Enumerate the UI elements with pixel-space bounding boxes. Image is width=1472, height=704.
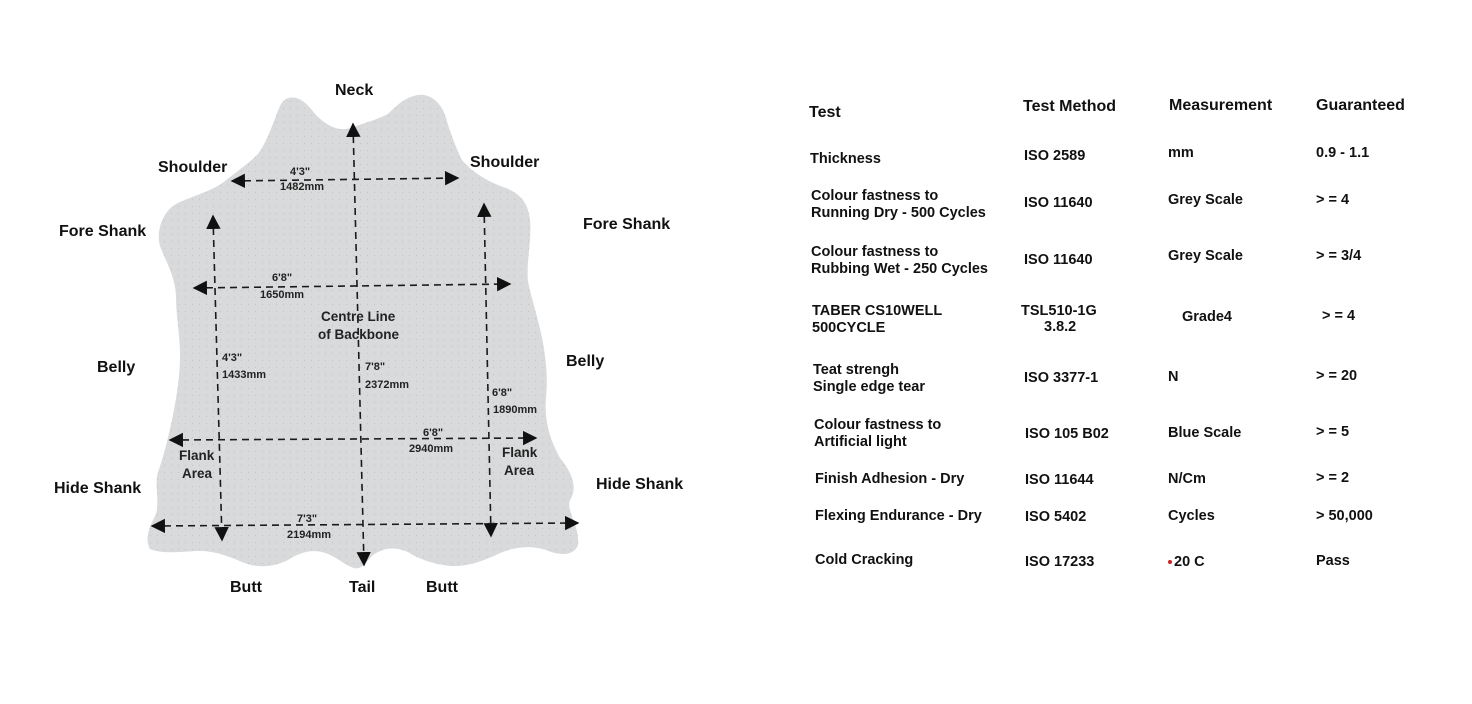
measure-right-metric: 1890mm: [493, 404, 538, 416]
row-cold-cracking-guaranteed: Pass: [1316, 553, 1350, 569]
cold-cracking-measurement-value: 20 C: [1174, 554, 1205, 570]
row-thickness-test: Thickness: [810, 151, 881, 167]
row-thickness-guaranteed: 0.9 - 1.1: [1316, 145, 1370, 161]
row-light-measurement: Blue Scale: [1168, 425, 1242, 441]
row-wet-rub-test-2: Rubbing Wet - 250 Cycles: [811, 261, 988, 277]
row-tear-measurement: N: [1168, 369, 1179, 385]
measure-centre-imperial: 7'8": [365, 361, 386, 373]
row-wet-rub-method: ISO 11640: [1024, 252, 1093, 268]
row-adhesion-test: Finish Adhesion - Dry: [815, 471, 965, 487]
label-butt-left: Butt: [230, 579, 262, 596]
measure-shoulder-metric: 1482mm: [280, 181, 325, 193]
row-light-test-1: Colour fastness to: [814, 417, 942, 433]
row-tear-test-1: Teat strengh: [813, 362, 899, 378]
row-wet-rub-measurement: Grey Scale: [1168, 248, 1243, 264]
row-tear-method: ISO 3377-1: [1024, 370, 1099, 386]
row-adhesion-measurement: N/Cm: [1168, 471, 1206, 487]
label-fore-shank-left: Fore Shank: [59, 223, 147, 240]
row-wet-rub-guaranteed: > = 3/4: [1316, 248, 1362, 264]
label-flank-right-1: Flank: [502, 445, 538, 460]
label-fore-shank-right: Fore Shank: [583, 216, 671, 233]
row-taber-test-2: 500CYCLE: [812, 320, 886, 336]
row-taber-test-1: TABER CS10WELL: [812, 303, 943, 319]
label-hide-shank-right: Hide Shank: [596, 476, 684, 493]
measure-upper-imperial: 6'8": [272, 272, 293, 284]
measure-right-imperial: 6'8": [492, 387, 513, 399]
row-taber-guaranteed: > = 4: [1322, 308, 1356, 324]
measure-butt-imperial: 7'3": [297, 513, 318, 525]
label-hide-shank-left: Hide Shank: [54, 480, 142, 497]
row-dry-rub-method: ISO 11640: [1024, 195, 1093, 211]
row-taber-method-1: TSL510-1G: [1021, 303, 1097, 319]
degree-dot-icon: [1168, 560, 1172, 564]
row-cold-cracking-measurement: [1168, 554, 1205, 571]
label-shoulder-right: Shoulder: [470, 154, 540, 171]
row-thickness-method: ISO 2589: [1024, 148, 1086, 164]
row-flexing-test: Flexing Endurance - Dry: [815, 508, 982, 524]
label-shoulder-left: Shoulder: [158, 159, 228, 176]
label-butt-right: Butt: [426, 579, 458, 596]
row-tear-guaranteed: > = 20: [1316, 368, 1358, 384]
row-dry-rub-measurement: Grey Scale: [1168, 192, 1243, 208]
header-measurement: Measurement: [1169, 97, 1273, 114]
label-centre-line-1: Centre Line: [321, 309, 396, 324]
row-dry-rub-guaranteed: > = 4: [1316, 192, 1350, 208]
label-neck: Neck: [335, 82, 374, 99]
row-light-test-2: Artificial light: [814, 434, 907, 450]
row-light-method: ISO 105 B02: [1025, 426, 1109, 442]
row-taber-measurement: Grade4: [1182, 309, 1232, 325]
header-test: Test: [809, 104, 841, 121]
row-adhesion-guaranteed: > = 2: [1316, 470, 1350, 486]
label-tail: Tail: [349, 579, 376, 596]
row-taber-method-2: 3.8.2: [1044, 319, 1077, 335]
measure-left-metric: 1433mm: [222, 369, 267, 381]
header-guaranteed: Guaranteed: [1316, 97, 1405, 114]
label-centre-line-2: of Backbone: [318, 327, 400, 342]
measure-butt-metric: 2194mm: [287, 529, 332, 541]
measure-centre-metric: 2372mm: [365, 379, 410, 391]
measure-flank-metric: 2940mm: [409, 443, 454, 455]
row-cold-cracking-method: ISO 17233: [1025, 554, 1095, 570]
row-dry-rub-test-1: Colour fastness to: [811, 188, 939, 204]
row-wet-rub-test-1: Colour fastness to: [811, 244, 939, 260]
measure-upper-metric: 1650mm: [260, 289, 305, 301]
row-tear-test-2: Single edge tear: [813, 379, 926, 395]
row-adhesion-method: ISO 11644: [1025, 472, 1094, 488]
row-flexing-guaranteed: > 50,000: [1316, 508, 1373, 524]
row-cold-cracking-test: Cold Cracking: [815, 552, 914, 568]
label-belly-left: Belly: [97, 359, 136, 376]
row-flexing-measurement: Cycles: [1168, 508, 1215, 524]
row-dry-rub-test-2: Running Dry - 500 Cycles: [811, 205, 986, 221]
row-flexing-method: ISO 5402: [1025, 509, 1087, 525]
label-flank-left-2: Area: [182, 466, 213, 481]
measure-flank-imperial: 6'8": [423, 427, 444, 439]
measure-left-imperial: 4'3": [222, 352, 243, 364]
row-light-guaranteed: > = 5: [1316, 424, 1350, 440]
label-belly-right: Belly: [566, 353, 605, 370]
measure-shoulder-imperial: 4'3": [290, 166, 311, 178]
header-test-method: Test Method: [1023, 98, 1117, 115]
label-flank-left-1: Flank: [179, 448, 215, 463]
label-flank-right-2: Area: [504, 463, 535, 478]
row-thickness-measurement: mm: [1168, 145, 1194, 161]
